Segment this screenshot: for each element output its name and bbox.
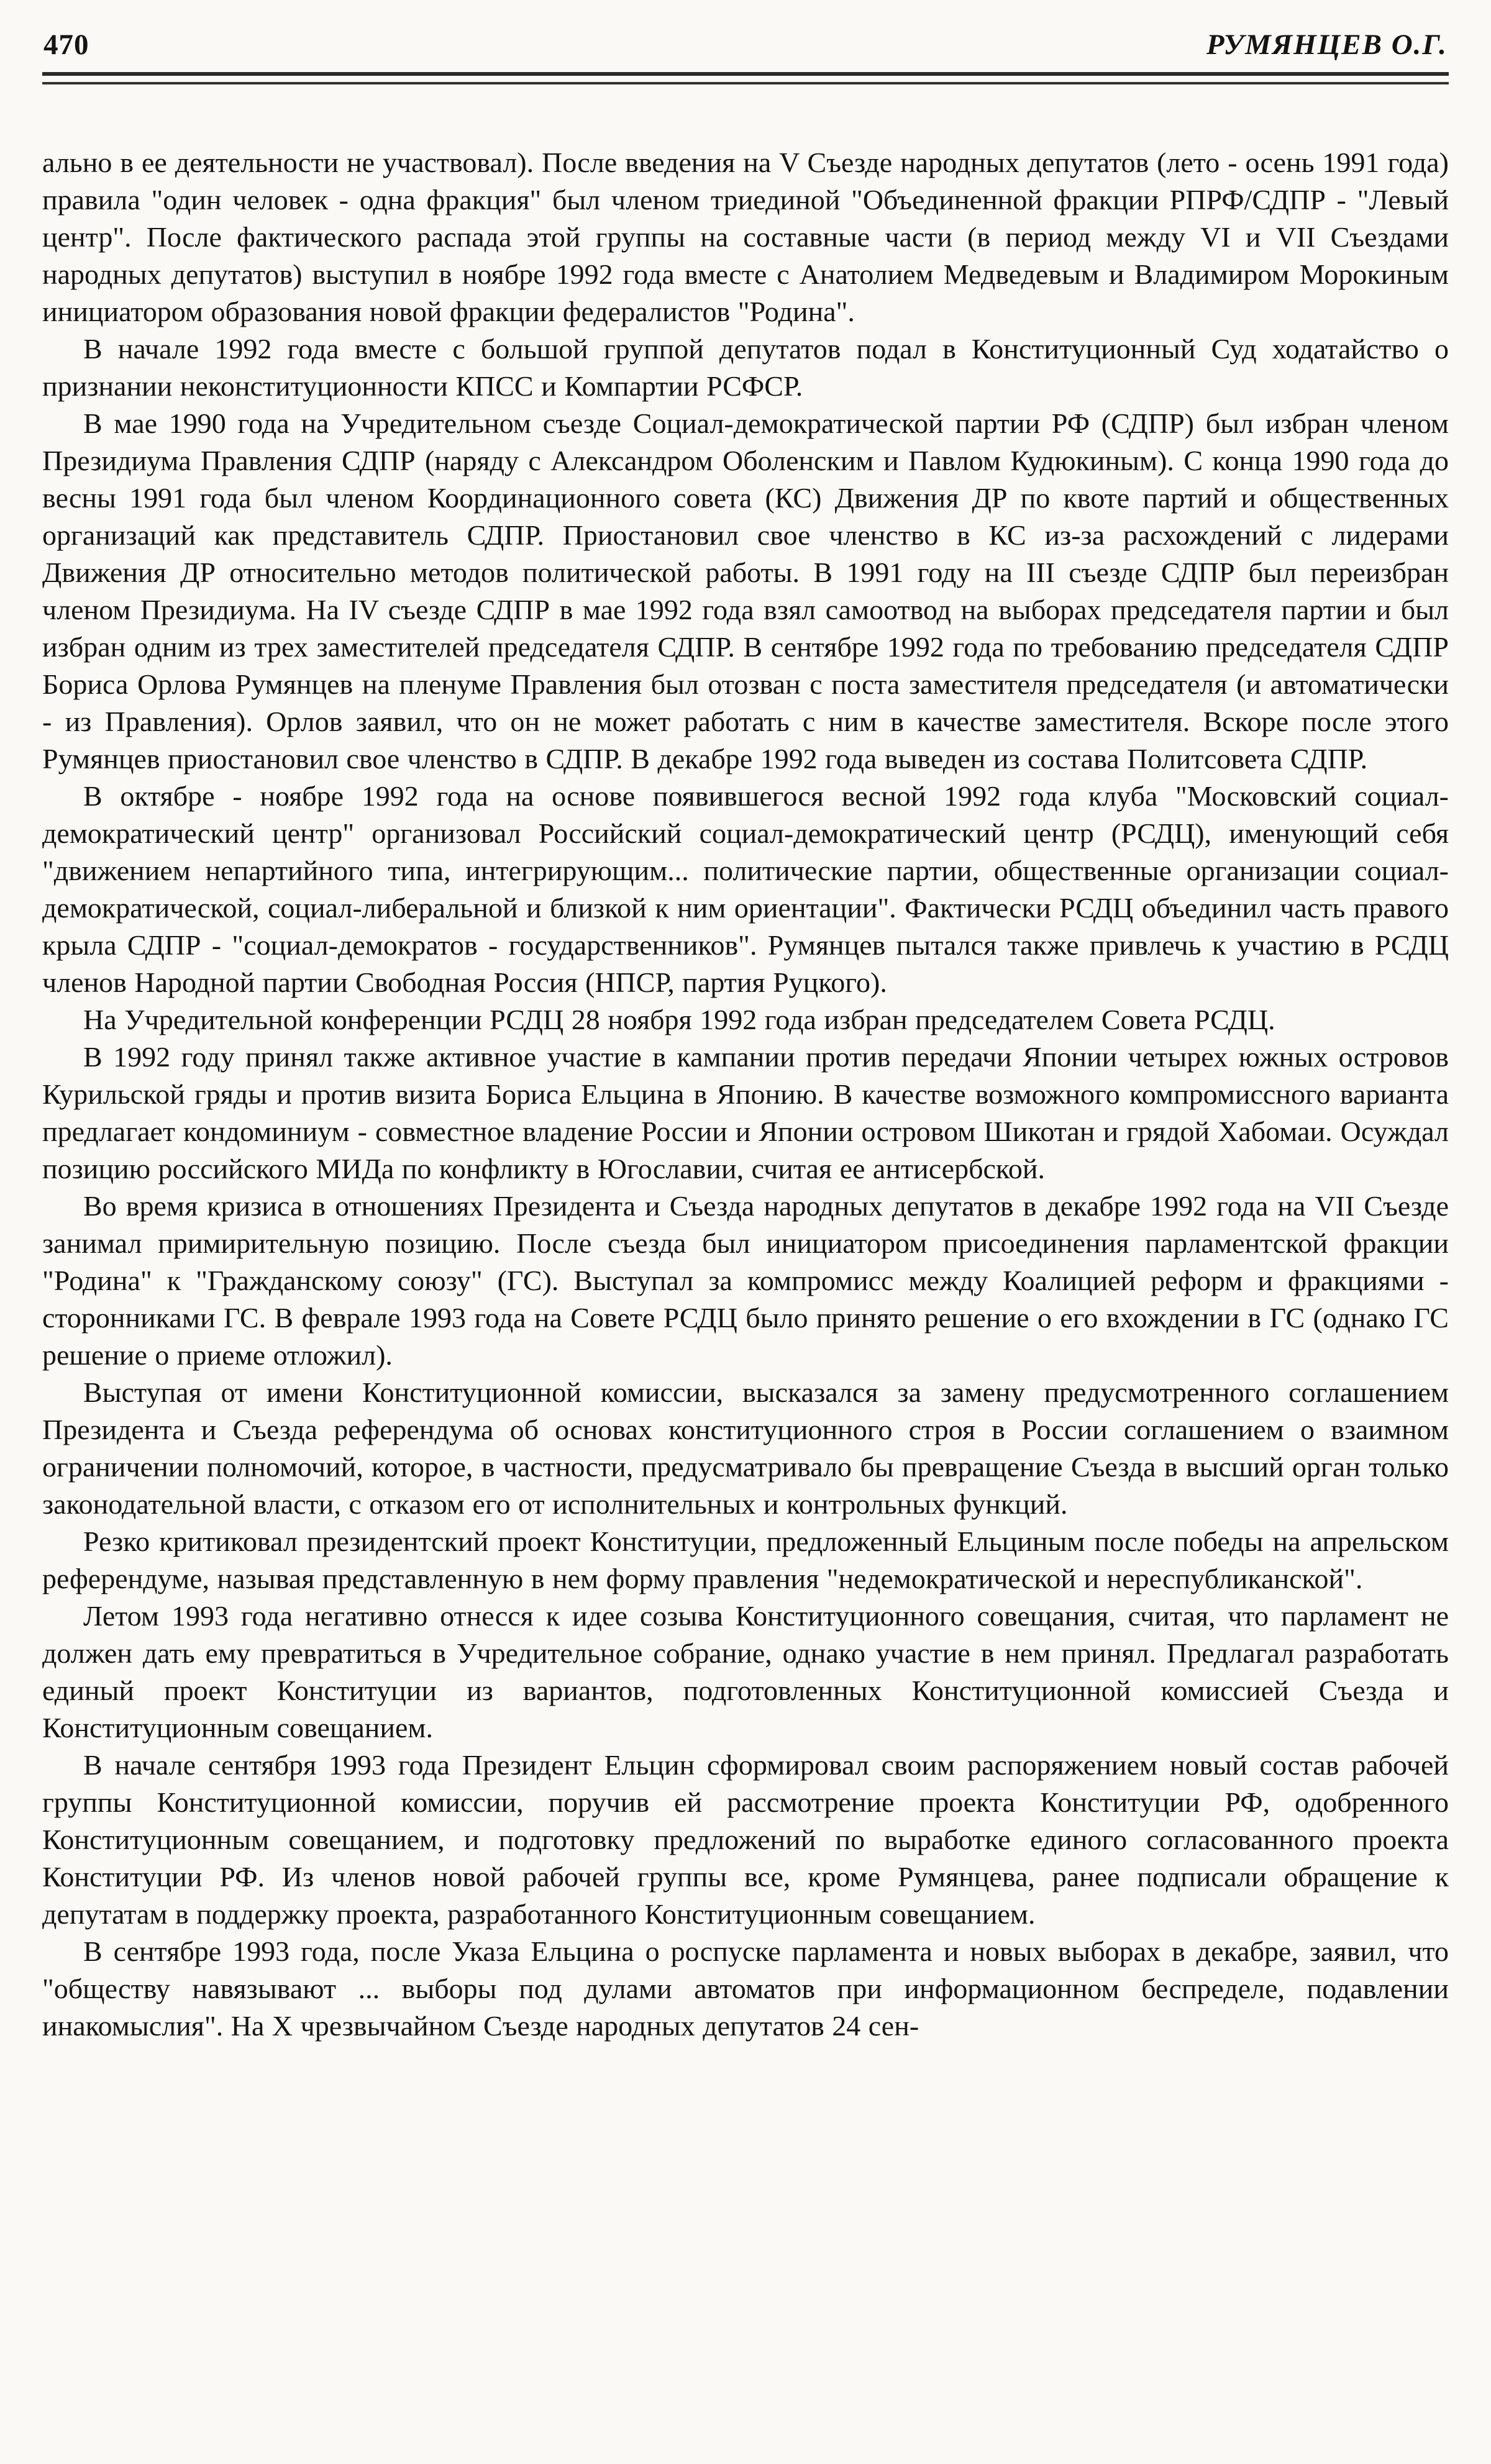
page-number: 470 xyxy=(43,29,89,61)
paragraph: Резко критиковал президентский проект Конституции, предложенный Ельциным после победы на апрельском референдуме, называя представленную в нем форму правления "недемократической и нереспубликанской". xyxy=(42,1525,1449,1594)
paragraph: Летом 1993 года негативно отнесся к идее созыва Конституционного совещания, считая, что парламент не должен дать ему превратиться в Учредительное собрание, однако участие в нем принял. Предлагал разработать единый проект Конституции из вариантов, подготовленных Конституционной комиссией Съезда и Конституционным совещанием. xyxy=(42,1600,1449,1743)
paragraph: В октябре - ноябре 1992 года на основе появившегося весной 1992 года клуба "Московский социал-демократический центр" организовал Российский социал-демократический центр (РСДЦ), именующий себя "движением непартийного типа, интегрирующим... политические партии, общественные организации социал-демократической, социал-либеральной и близкой к ним ориентации". Фактически РСДЦ объединил часть правого крыла СДПР - "социал-демократов - государственников". Румянцев пытался также привлечь к участию в РСДЦ членов Народной партии Свободная Россия (НПСР, партия Руцкого). xyxy=(42,780,1449,998)
paragraph: В начале 1992 года вместе с большой группой депутатов подал в Конституционный Суд ходатайство о признании неконституционности КПСС и Компартии РСФСР. xyxy=(42,333,1449,402)
paragraph: В 1992 году принял также активное участие в кампании против передачи Японии четырех южных островов Курильской гряды и против визита Бориса Ельцина в Японию. В качестве возможного компромиссного варианта предлагает кондоминиум - совместное владение России и Японии островом Шикотан и грядой Хабомаи. Осуждал позицию российского МИДа по конфликту в Югославии, считая ее антисербской. xyxy=(42,1041,1449,1184)
paragraph: На Учредительной конференции РСДЦ 28 ноября 1992 года избран председателем Совета РСДЦ. xyxy=(83,1004,1275,1035)
paragraph: В сентябре 1993 года, после Указа Ельцина о роспуске парламента и новых выборах в декабре, заявил, что "обществу навязывают ... выборы под дулами автоматов при информационном беспределе, подавлении инакомыслия". На X чрезвычайном Съезде народных депутатов 24 сен- xyxy=(42,1935,1449,2042)
paragraph: Выступая от имени Конституционной комиссии, высказался за замену предусмотренного соглашением Президента и Съезда референдума об основах конституционного строя в России соглашением о взаимном ограничении полномочий, которое, в частности, предусматривало бы превращение Съезда в высший орган только законодательной власти, с отказом его от исполнительных и контрольных функций. xyxy=(42,1376,1449,1520)
document-body xyxy=(42,144,1449,2045)
paragraph: В начале сентября 1993 года Президент Ельцин сформировал своим распоряжением новый состав рабочей группы Конституционной комиссии, поручив ей рассмотрение проекта Конституции РФ, одобренного Конституционным совещанием, и подготовку предложений по выработке единого согласованного проекта Конституции РФ. Из членов новой рабочей группы все, кроме Румянцева, ранее подписали обращение к депутатам в поддержку проекта, разработанного Конституционным совещанием. xyxy=(42,1749,1449,1930)
paragraph: В мае 1990 года на Учредительном съезде Социал-демократической партии РФ (СДПР) был избран членом Президиума Правления СДПР (наряду с Александром Оболенским и Павлом Кудюкиным). С конца 1990 года до весны 1991 года был членом Координационного совета (КС) Движения ДР по квоте партий и общественных организаций как представитель СДПР. Приостановил свое членство в КС из-за расхождений с лидерами Движения ДР относительно методов политической работы. В 1991 году на III съезде СДПР был переизбран членом Президиума. На IV съезде СДПР в мае 1992 года взял самоотвод на выборах председателя партии и был избран одним из трех заместителей председателя СДПР. В сентябре 1992 года по требованию председателя СДПР Бориса Орлова Румянцев на пленуме Правления был отозван с поста заместителя председателя (и автоматически - из Правления). Орлов заявил, что он не может работать с ним в качестве заместителя. Вскоре после этого Румянцев приостановил свое членство в СДПР. В декабре 1992 года выведен из состава Политсовета СДПР. xyxy=(42,407,1449,775)
running-title: РУМЯНЦЕВ О.Г. xyxy=(1206,29,1448,61)
paragraph: Во время кризиса в отношениях Президента и Съезда народных депутатов в декабре 1992 года на VII Съезде занимал примирительную позицию. После съезда был инициатором присоединения парламентской фракции "Родина" к "Гражданскому союзу" (ГС). Выступал за компромисс между Коалицией реформ и фракциями - сторонниками ГС. В феврале 1993 года на Совете РСДЦ было принято решение о его вхождении в ГС (однако ГС решение о приеме отложил). xyxy=(42,1190,1449,1371)
page-header xyxy=(42,29,1449,61)
paragraph: ально в ее деятельности не участвовал). После введения на V Съезде народных депутатов (лето - осень 1991 года) правила "один человек - одна фракция" был членом триединой "Объединенной фракции РПРФ/СДПР - "Левый центр". После фактического распада этой группы на составные части (в период между VI и VII Съездами народных депутатов) выступил в ноябре 1992 года вместе с Анатолием Медведевым и Владимиром Морокиным инициатором образования новой фракции федералистов "Родина". xyxy=(42,147,1449,327)
header-divider-rule xyxy=(42,72,1449,84)
